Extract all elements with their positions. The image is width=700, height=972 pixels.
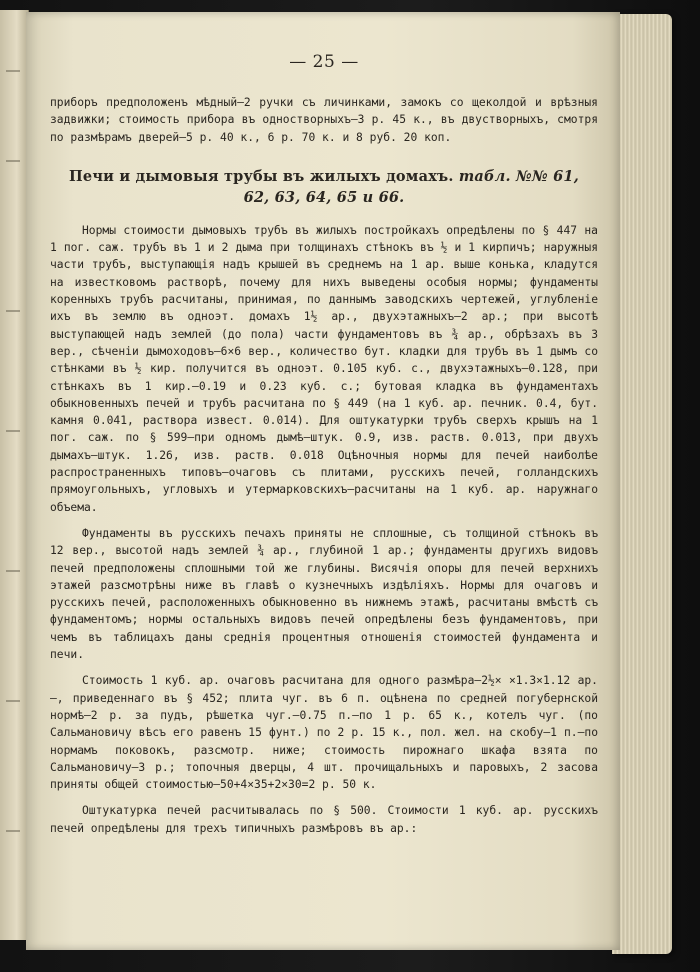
book-page <box>26 12 620 950</box>
edge-text-fragment <box>6 700 20 702</box>
edge-text-fragment <box>6 160 20 162</box>
section-heading <box>56 166 592 208</box>
paragraph-gap <box>50 663 598 672</box>
edge-text-fragment <box>6 70 20 72</box>
section-title: Печи и дымовыя трубы въ жилыхъ домахъ. <box>69 167 454 185</box>
body-paragraph: Оштукатурка печей расчитывалась по § 500. Стоимости 1 куб. ар. русскихъ печей опредѣлены для трехъ типичныхъ размѣровъ въ ар.: <box>50 804 598 835</box>
book-page-edges <box>612 14 672 954</box>
tables-reference: табл. №№ 61, 62, 63, 64, 65 и 66. <box>243 167 579 206</box>
page-number: — 25 — <box>289 52 359 72</box>
previous-page-edge <box>0 10 29 940</box>
paragraph-gap <box>50 516 598 525</box>
edge-text-fragment <box>6 430 20 432</box>
page-content <box>50 52 598 837</box>
body-paragraph: приборъ предположенъ мѣдный—2 ручки съ личинками, замокъ со щеколдой и врѣзныя задвижки; стоимость прибора въ одностворныхъ—3 р. 45 к., въ двустворныхъ, смотря по размѣрамъ дверей—5 р. 40 к., 6 р. 70 к. и 8 руб. 20 коп. <box>50 96 598 144</box>
edge-text-fragment <box>6 570 20 572</box>
body-paragraph: Нормы стоимости дымовыхъ трубъ въ жилыхъ постройкахъ опредѣлены по § 447 на 1 пог. саж. трубъ въ 1 и 2 дыма при толщинахъ стѣнокъ въ ½ и 1 кирпичъ; наружныя части трубъ, выступающія надъ крышей въ среднемъ на 1 ар. выше конька, кладутся на известковомъ растворѣ, почему для нихъ выведены особыя нормы; фундаменты коренныхъ трубъ расчитаны, принимая, по даннымъ заводскихъ чертежей, углубленіе ихъ въ землю въ одноэт. домахъ 1½ ар., двухэтажныхъ—2 ар.; при высотѣ выступающей надъ землей (до пола) части фундаментовъ въ ¾ ар., обрѣзахъ въ 3 вер., сѣченіи дымоходовъ—6×6 вер., количество бут. кладки для трубъ въ 1 дымъ со стѣнками въ ½ кир. получится въ одноэт. 0.105 куб. с., двухэтажныхъ—0.128, при стѣнкахъ въ 1 кир.—0.19 и 0.23 куб. с.; бутовая кладка въ фундаментахъ обыкновенныхъ печей и трубъ расчитана по § 449 (на 1 куб. ар. печник. 0.4, бут. камня 0.041, раствора извест. 0.014). Для оштукатурки трубъ сверхъ крышъ на 1 пог. саж. по § 599—при одномъ дымѣ—штук. 0.9, изв. раств. 0.013, при двухъ дымахъ—штук. 1.26, изв. раств. 0.018 Оцѣночныя нормы для печей наиболѣе распространенныхъ типовъ—очаговъ съ плитами, русскихъ печей, голландскихъ прямоугольныхъ, угловыхъ и утермарковскихъ—расчитаны на 1 куб. ар. наружнаго объема. <box>50 223 598 514</box>
edge-text-fragment <box>6 830 20 832</box>
edge-text-fragment <box>6 310 20 312</box>
body-paragraph: Стоимость 1 куб. ар. очаговъ расчитана для одного размѣра—2½× ×1.3×1.12 ар.—, приведеннаго въ § 452; плита чуг. въ 6 п. оцѣнена по средней погубернской нормѣ—2 р. за пудъ, рѣшетка чуг.—0.75 п.—по 1 р. 65 к., котелъ чуг. (по Сальмановичу вѣсъ его равенъ 15 фунт.) по 2 р. 15 к., пол. жел. на скобу—1 п.—по нормамъ поковокъ, разсмотр. ниже; стоимость пирожнаго шкафа взята по Сальмановичу—3 р.; топочныя дверцы, 4 шт. прочищальныхъ и паровыхъ, 2 засова приняты общей стоимостью—50+4×35+2×30=2 р. 50 к. <box>50 674 598 792</box>
paragraph-gap <box>50 793 598 802</box>
body-paragraph: Фундаменты въ русскихъ печахъ приняты не сплошные, съ толщиной стѣнокъ въ 12 вер., высотой надъ землей ¾ ар., глубиной 1 ар.; фундаменты другихъ видовъ печей предположены сплошными той же глубины. Висячія опоры для печей верхнихъ этажей разсмотрѣны ниже въ главѣ о кузнечныхъ издѣліяхъ. Нормы для очаговъ и русскихъ печей, расположенныхъ обыкновенно въ нижнемъ этажѣ, расчитаны вмѣстѣ съ фундаментомъ; нормы остальныхъ видовъ печей опредѣлены безъ фундаментовъ, при чемъ въ таблицахъ даны среднія процентныя отношенія стоимостей фундамента и печи. <box>50 526 598 662</box>
